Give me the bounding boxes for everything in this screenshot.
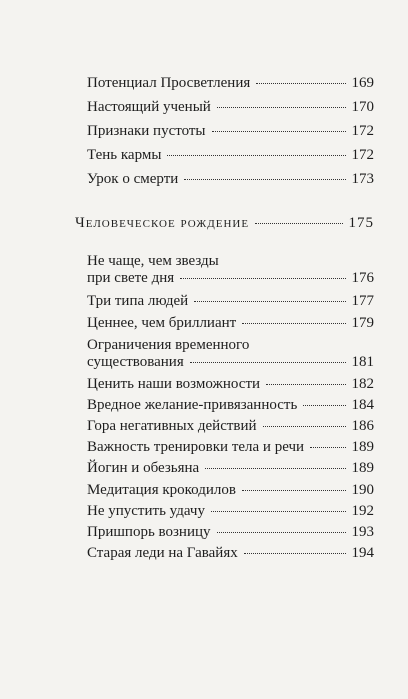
toc-entry-title: Медитация крокодилов [87, 482, 236, 498]
toc-page-number: 169 [351, 75, 374, 91]
toc-entry[interactable] [87, 418, 374, 435]
toc-entry[interactable] [87, 397, 374, 414]
toc-entry-title: Йогин и обезьяна [87, 460, 200, 476]
dot-leader [242, 490, 346, 491]
toc-page-number: 189 [351, 439, 374, 455]
toc-page-number: 179 [351, 315, 374, 331]
toc-entry-title: Старая леди на Гавайях [87, 545, 238, 561]
toc-entry-title: Вредное желание-привязанность [87, 397, 298, 413]
dot-leader [255, 223, 342, 224]
toc-page-number: 182 [351, 376, 374, 392]
dot-leader [266, 384, 345, 385]
toc-section-heading[interactable] [75, 215, 374, 232]
toc-entry[interactable] [87, 123, 374, 140]
toc-page-number: 175 [348, 215, 374, 231]
dot-leader [242, 323, 345, 324]
toc-entry[interactable] [87, 315, 374, 332]
toc-page-number: 172 [351, 147, 374, 163]
dot-leader [205, 468, 345, 469]
toc-entry[interactable] [87, 253, 374, 287]
toc-entry-title: Гора негативных действий [87, 418, 257, 434]
toc-entry-title: Настоящий ученый [87, 99, 211, 115]
toc-entry-title: Тень кармы [87, 147, 162, 163]
dot-leader [190, 362, 346, 363]
toc-page-number: 177 [351, 293, 374, 309]
toc-entry-title: Потенциал Просветления [87, 75, 251, 91]
toc-page-number: 184 [351, 397, 374, 413]
toc-entry-title: Урок о смерти [87, 171, 179, 187]
toc-entry-title: Важность тренировки тела и речи [87, 439, 305, 455]
toc-entry-title: Ценнее, чем бриллиант [87, 315, 237, 331]
toc-page-number: 173 [351, 171, 374, 187]
toc-entry-title: Пришпорь возницу [87, 524, 211, 540]
dot-leader [217, 532, 346, 533]
toc-page-number: 190 [351, 482, 374, 498]
toc-entry-title-line: при свете дня [87, 270, 175, 286]
toc-entry[interactable] [87, 337, 374, 371]
toc-entry[interactable] [87, 293, 374, 310]
dot-leader [184, 179, 345, 180]
toc-entry[interactable] [87, 171, 374, 188]
dot-leader [211, 511, 346, 512]
toc-entry[interactable] [87, 545, 374, 562]
toc-entry[interactable] [87, 482, 374, 499]
toc-page-number: 172 [351, 123, 374, 139]
toc-page-number: 186 [351, 418, 374, 434]
dot-leader [244, 553, 346, 554]
toc-entry[interactable] [87, 439, 374, 456]
dot-leader [263, 426, 346, 427]
toc-entry-title: Признаки пустоты [87, 123, 206, 139]
toc-entry[interactable] [87, 147, 374, 164]
dot-leader [180, 278, 345, 279]
toc-entry[interactable] [87, 460, 374, 477]
toc-page-number: 189 [351, 460, 374, 476]
dot-leader [256, 83, 345, 84]
toc-page-number: 176 [351, 270, 374, 286]
dot-leader [310, 447, 345, 448]
dot-leader [217, 107, 346, 108]
toc-entry[interactable] [87, 75, 374, 92]
section-title: Человеческое рождение [75, 215, 250, 231]
toc-page-number: 170 [351, 99, 374, 115]
toc-entry-title-line: существования [87, 354, 184, 370]
toc-page-number: 194 [351, 545, 374, 561]
dot-leader [167, 155, 345, 156]
toc-entry-title: Ценить наши возможности [87, 376, 261, 392]
toc-entry[interactable] [87, 503, 374, 520]
toc-page-number: 181 [351, 354, 374, 370]
toc-entry-title-line: Ограничения временного [87, 337, 250, 353]
dot-leader [194, 301, 345, 302]
dot-leader [303, 405, 345, 406]
toc-entry-title-line: Не чаще, чем звезды [87, 253, 219, 269]
toc-entry[interactable] [87, 99, 374, 116]
toc-entry-title: Не упустить удачу [87, 503, 205, 519]
toc-entry[interactable] [87, 376, 374, 393]
toc-page-number: 192 [351, 503, 374, 519]
toc-entry[interactable] [87, 524, 374, 541]
dot-leader [212, 131, 346, 132]
toc-entry-title: Три типа людей [87, 293, 189, 309]
toc-page-number: 193 [351, 524, 374, 540]
